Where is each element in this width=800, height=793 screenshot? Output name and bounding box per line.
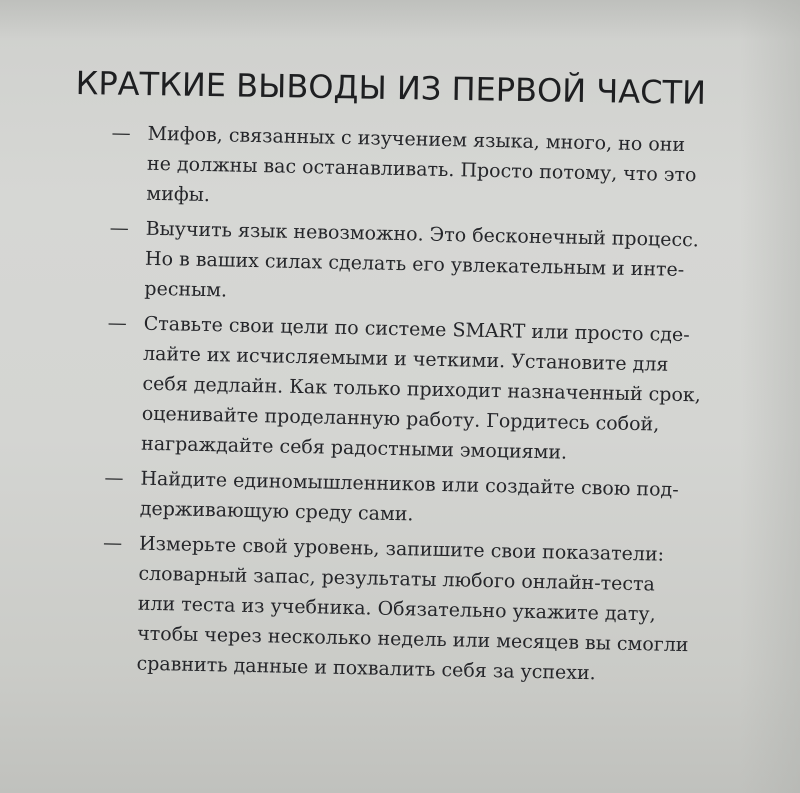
text-line: Ставьте свои цели по системе SMART или просто сде- — [143, 312, 690, 347]
spine-shadow — [740, 0, 800, 793]
text-line: сравнить данные и похвалить себя за успехи. — [136, 652, 596, 685]
text-line: Измерьте свой уровень, запишите свои показатели: — [138, 532, 665, 566]
text-line: себя дедлайн. Как только приходит назначенный срок, — [142, 372, 702, 407]
section-heading: КРАТКИЕ ВЫВОДЫ ИЗ ПЕРВОЙ ЧАСТИ — [75, 64, 707, 112]
text-line: чтобы через несколько недель или месяцев вы смогли — [136, 622, 689, 657]
text-line: награждайте себя радостными эмоциями. — [140, 432, 568, 464]
dash-marker: — — [109, 216, 129, 240]
text-line: мифы. — [146, 182, 211, 207]
text-line: Найдите единомышленников или создайте свою под- — [140, 467, 679, 501]
text-line: держивающую среду сами. — [139, 497, 414, 526]
text-line: или теста из учебника. Обязательно укажите дату, — [137, 592, 656, 626]
text-line: лайте их исчисляемыми и четкими. Установите для — [142, 342, 669, 376]
dash-marker: — — [104, 466, 124, 490]
text-line: Мифов, связанных с изучением языка, много, но они — [147, 122, 686, 157]
dash-marker: — — [102, 531, 123, 555]
list-item — [105, 308, 728, 471]
text-line: оценивайте проделанную работу. Гордитесь собой, — [141, 402, 660, 436]
dash-marker: — — [107, 311, 127, 335]
text-line: словарный запас, результаты любого онлайн-теста — [138, 562, 656, 596]
text-line: ресным. — [144, 277, 228, 302]
list-item — [110, 118, 732, 221]
text-line: Выучить язык невозможно. Это бесконечный процесс. — [145, 217, 700, 252]
list-item — [108, 213, 730, 316]
text-line: не должны вас останавливать. Просто потому, что это — [146, 152, 697, 187]
list-item — [104, 463, 725, 536]
list-item — [100, 528, 723, 691]
text-line: Но в ваших силах сделать его увлекательным и инте- — [144, 247, 685, 282]
dash-marker: — — [111, 121, 131, 145]
summary-list — [100, 118, 732, 696]
